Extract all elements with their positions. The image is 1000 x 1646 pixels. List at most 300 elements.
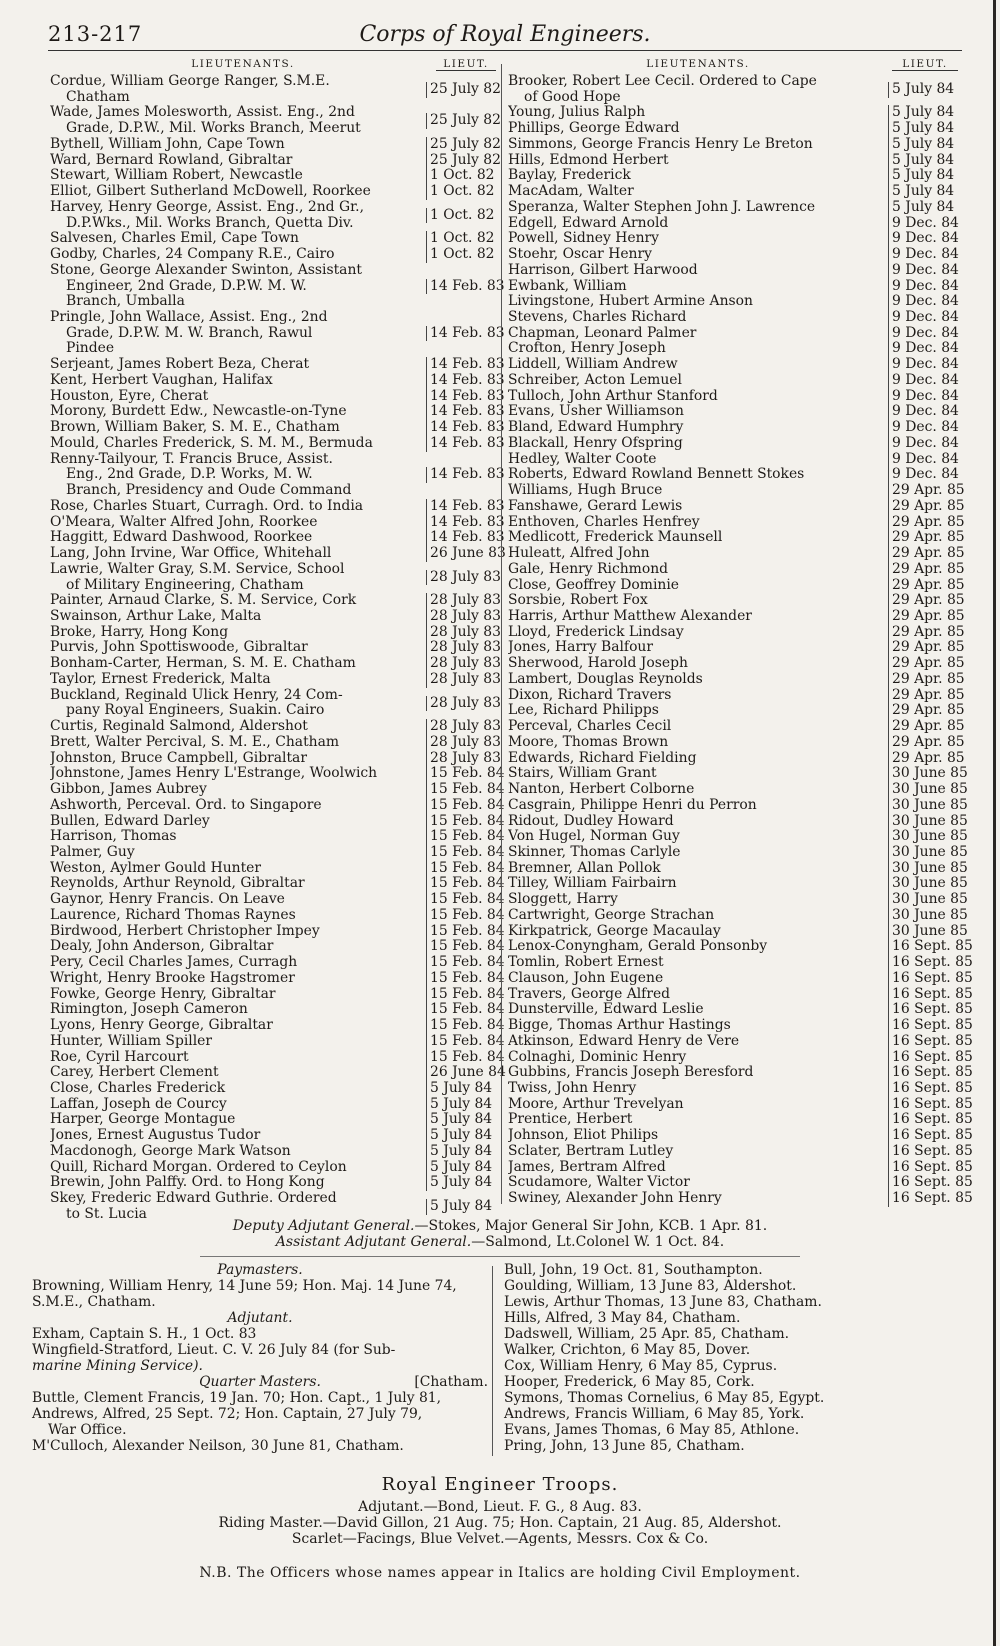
- officer-name: [508, 184, 888, 200]
- officer-entry: [50, 1175, 496, 1191]
- officer-name: [508, 1081, 888, 1097]
- officer-name-line: Lloyd, Frederick Lindsay: [508, 624, 684, 640]
- officer-entry: [50, 781, 505, 798]
- commission-date: 29 Apr. 85: [888, 578, 958, 594]
- commission-date: 30 June 85: [888, 845, 958, 861]
- officer-name: [50, 766, 426, 782]
- officer-name: [508, 766, 888, 782]
- commission-date: 15 Feb. 84: [426, 908, 496, 924]
- commission-date: 16 Sept. 85: [888, 1002, 958, 1018]
- commission-date: 15 Feb. 84: [426, 892, 496, 908]
- commission-date: 14 Feb. 83: [426, 373, 496, 389]
- officer-name-line: Sclater, Bertram Lutley: [508, 1143, 674, 1159]
- commission-date: 28 July 83: [426, 735, 496, 751]
- officer-entry: [508, 168, 958, 184]
- commission-date: 15 Feb. 84: [426, 876, 496, 892]
- officer-name-line: Quill, Richard Morgan. Ordered to Ceylon: [50, 1159, 347, 1175]
- section-rule: [200, 1256, 800, 1257]
- commission-date: 9 Dec. 84: [888, 341, 958, 357]
- commission-date: 1 Oct. 82: [426, 208, 496, 224]
- officer-entry: [50, 607, 501, 625]
- officer-entry: [50, 733, 501, 751]
- commission-date: 26 June 84: [426, 1065, 496, 1081]
- officer-entry: [508, 137, 958, 153]
- officer-name-line: Jones, Ernest Augustus Tudor: [50, 1128, 261, 1144]
- officer-entry: [50, 1001, 505, 1018]
- officer-entry: [50, 151, 501, 169]
- officer-entry: [50, 168, 496, 184]
- officer-name: [50, 845, 426, 861]
- officer-name-line: Crofton, Henry Joseph: [508, 341, 666, 357]
- officer-name: [508, 452, 888, 468]
- officer-name-line: Rose, Charles Stuart, Curragh. Ord. to India: [50, 498, 364, 514]
- paymaster-line: Browning, William Henry, 14 June 59; Hon. Maj. 14 June 74,: [32, 1278, 457, 1294]
- officer-entry: [50, 387, 505, 405]
- officer-entry: [508, 105, 958, 121]
- commission-date: 5 July 84: [426, 1112, 496, 1128]
- officer-name-line: Renny-Tailyour, T. Francis Bruce, Assist.: [50, 451, 333, 467]
- officer-name-line: Macdonogh, George Mark Watson: [50, 1143, 291, 1159]
- commission-date: 29 Apr. 85: [888, 593, 958, 609]
- officer-entry: [50, 561, 501, 593]
- quarter-master-line: Dadswell, William, 25 Apr. 85, Chatham.: [504, 1326, 790, 1342]
- quarter-master-line: Buttle, Clement Francis, 19 Jan. 70; Hon. Capt., 1 July 81,: [32, 1390, 442, 1406]
- officer-name-line: Rimington, Joseph Cameron: [50, 1002, 248, 1018]
- commission-date: 9 Dec. 84: [888, 420, 958, 436]
- officer-name: [508, 640, 888, 656]
- officer-name: [508, 341, 888, 357]
- officer-name: [508, 829, 888, 845]
- officer-name-line: Sherwood, Harold Joseph: [508, 656, 688, 672]
- officer-name: [50, 452, 426, 499]
- commission-date: 30 June 85: [888, 798, 958, 814]
- commission-date: 14 Feb. 83: [426, 515, 496, 531]
- commission-date: 15 Feb. 84: [426, 782, 496, 798]
- officer-name: [50, 1065, 426, 1081]
- officer-entry: [508, 576, 965, 594]
- officer-name-line: Johnson, Eliot Philips: [508, 1128, 659, 1144]
- officer-entry: [50, 592, 501, 609]
- officer-name-line: Morony, Burdett Edw., Newcastle-on-Tyne: [50, 404, 347, 420]
- officer-entry: [50, 623, 501, 641]
- officer-name: [508, 1128, 888, 1144]
- commission-date: 14 Feb. 83: [426, 389, 496, 405]
- commission-date: 25 July 82: [426, 113, 496, 129]
- troops-facings-line: Scarlet—Facings, Blue Velvet.—Agents, Messrs. Cox & Co.: [291, 1531, 709, 1547]
- paymasters-heading: Paymasters.: [217, 1262, 303, 1278]
- officer-name: [508, 703, 888, 719]
- commission-date: 30 June 85: [888, 892, 958, 908]
- officer-name-line: Gubbins, Francis Joseph Beresford: [508, 1065, 754, 1081]
- officer-entry: [508, 954, 973, 971]
- officer-name-line: Von Hugel, Norman Guy: [508, 829, 680, 845]
- commission-date: 29 Apr. 85: [888, 515, 958, 531]
- commission-date: 9 Dec. 84: [888, 404, 958, 420]
- commission-date: 16 Sept. 85: [888, 987, 958, 1003]
- commission-date: 5 July 84: [888, 153, 958, 169]
- officer-name: [508, 814, 888, 830]
- officer-name-line: Swainson, Arthur Lake, Malta: [50, 608, 262, 624]
- officer-name-line: Pringle, John Wallace, Assist. Eng., 2nd: [50, 310, 328, 326]
- officer-name-line: Dunsterville, Edward Leslie: [508, 1002, 704, 1018]
- officer-entry: [508, 1032, 973, 1050]
- officer-name-line: Young, Julius Ralph: [508, 105, 646, 121]
- officer-name-line: Skey, Frederic Edward Guthrie. Ordered: [50, 1191, 337, 1207]
- officer-name: [508, 515, 888, 531]
- lower-column-divider: [492, 1266, 493, 1456]
- officer-name-line: Salvesen, Charles Emil, Cape Town: [50, 231, 299, 247]
- officer-name: [508, 1034, 888, 1050]
- quarter-master-line: Bull, John, 19 Oct. 81, Southampton.: [504, 1262, 763, 1278]
- commission-date: 15 Feb. 84: [426, 1018, 496, 1034]
- officer-name: [508, 593, 888, 609]
- quarter-master-line: M'Culloch, Alexander Neilson, 30 June 81, Chatham.: [32, 1438, 404, 1454]
- officer-name: [50, 357, 426, 373]
- officer-entry: [508, 482, 965, 499]
- officer-name: [508, 861, 888, 877]
- officer-name-line: Gibbon, James Aubrey: [50, 782, 207, 798]
- commission-date: 30 June 85: [888, 876, 958, 892]
- commission-date: 9 Dec. 84: [888, 247, 958, 263]
- officer-name-line: Palmer, Guy: [50, 844, 135, 860]
- officer-name: [508, 404, 888, 420]
- officer-name-line: Ewbank, William: [508, 278, 627, 294]
- officer-name: [50, 436, 426, 452]
- officer-name: [50, 892, 426, 908]
- officer-name-line: Pindee: [66, 341, 115, 357]
- officer-entry: [508, 153, 958, 169]
- officer-entry: [50, 1081, 496, 1097]
- staff-appointments: [0, 1218, 1000, 1250]
- officer-name-line: Taylor, Ernest Frederick, Malta: [50, 671, 271, 687]
- officer-name-line: D.P.Wks., Mil. Works Branch, Quetta Div.: [66, 215, 354, 231]
- commission-date: 5 July 84: [426, 1097, 496, 1113]
- officer-entry: [508, 121, 958, 137]
- officer-name-line: Twiss, John Henry: [508, 1081, 637, 1096]
- officer-name: [508, 168, 888, 184]
- officer-entry: [50, 670, 501, 688]
- commission-date: 14 Feb. 83: [426, 404, 496, 420]
- officer-name-line: pany Royal Engineers, Suakin. Cairo: [66, 703, 325, 719]
- officer-name-line: Sloggett, Harry: [508, 892, 618, 908]
- officer-name: [50, 1128, 426, 1144]
- officer-name: [50, 719, 426, 735]
- officer-name-line: Harrison, Thomas: [50, 829, 177, 845]
- officer-name: [508, 121, 888, 137]
- assistant-adjutant-text: —Salmond, Lt.Colonel W. 1 Oct. 84.: [471, 1234, 725, 1250]
- commission-date: 28 July 83: [426, 625, 496, 641]
- officer-name-line: Stairs, William Grant: [508, 766, 657, 782]
- officer-name: [508, 688, 888, 704]
- officer-entry: [508, 326, 958, 342]
- commission-date: 29 Apr. 85: [888, 640, 958, 656]
- officer-entry: [50, 765, 505, 782]
- officer-entry: [508, 718, 965, 735]
- officer-name: [50, 1018, 426, 1034]
- officer-name-line: Ridout, Dudley Howard: [508, 813, 674, 829]
- commission-date: 29 Apr. 85: [888, 499, 958, 515]
- commission-date: 16 Sept. 85: [888, 1191, 958, 1207]
- officer-name-line: Stewart, William Robert, Newcastle: [50, 168, 303, 184]
- officer-name: [508, 310, 888, 326]
- officer-name-line: Bythell, William John, Cape Town: [50, 136, 285, 152]
- officer-entry: [50, 135, 501, 153]
- officer-name-line: of Military Engineering, Chatham: [66, 577, 304, 593]
- officer-entry: [50, 639, 501, 656]
- officer-name: [50, 184, 426, 200]
- officer-entry: [508, 1080, 973, 1097]
- right-rank-heading: LIEUTENANTS.: [646, 58, 750, 70]
- officer-name: [508, 357, 888, 373]
- officer-entry: [50, 356, 505, 373]
- officer-name-line: Branch, Umballa: [66, 294, 185, 310]
- commission-date: 5 July 84: [888, 168, 958, 184]
- officer-name: [508, 105, 888, 121]
- officer-entry: [508, 796, 968, 814]
- officer-name: [50, 861, 426, 877]
- commission-date: 29 Apr. 85: [888, 625, 958, 641]
- officer-entry: [50, 1097, 496, 1113]
- officer-name-line: Dixon, Richard Travers: [508, 687, 672, 703]
- officer-entry: [508, 216, 958, 232]
- officer-name: [508, 609, 888, 625]
- officer-name-line: Bland, Edward Humphry: [508, 420, 684, 436]
- commission-date: 15 Feb. 84: [426, 814, 496, 830]
- commission-date: 28 July 83: [426, 593, 496, 609]
- officer-entry: [508, 812, 968, 830]
- commission-date: 5 July 84: [426, 1160, 496, 1176]
- commission-date: 29 Apr. 85: [888, 562, 958, 578]
- officer-name-line: Sorsbie, Robert Fox: [508, 593, 648, 609]
- commission-date: 1 Oct. 82: [426, 168, 496, 184]
- commission-date: 9 Dec. 84: [888, 216, 958, 232]
- quarter-master-line: Hills, Alfred, 3 May 84, Chatham.: [504, 1310, 741, 1326]
- officer-name: [50, 924, 426, 940]
- officer-name: [50, 1081, 426, 1097]
- officer-name-line: Williams, Hugh Bruce: [508, 483, 663, 499]
- quarter-masters-continued: [504, 1262, 964, 1454]
- officer-name-line: Grade, D.P.W., Mil. Works Branch, Meerut: [66, 121, 361, 137]
- officer-name-line: Powell, Sidney Henry: [508, 231, 660, 247]
- officer-entry: [50, 403, 505, 420]
- troops-adjutant-line: Adjutant.—Bond, Lieut. F. G., 8 Aug. 83.: [358, 1499, 642, 1515]
- officer-entry: [508, 1111, 973, 1128]
- officer-entry: [50, 262, 505, 310]
- officer-name: [508, 924, 888, 940]
- officer-entry: [508, 1174, 973, 1191]
- commission-date: 14 Feb. 83: [426, 357, 496, 373]
- officer-name-line: Close, Charles Frederick: [50, 1081, 226, 1096]
- officer-name: [50, 153, 426, 169]
- officer-name: [508, 892, 888, 908]
- officer-entry: [50, 1128, 496, 1144]
- officer-name: [50, 310, 426, 357]
- officer-name: [508, 562, 888, 578]
- commission-date: 16 Sept. 85: [888, 1144, 958, 1160]
- adjutant-heading: Adjutant.: [227, 1310, 293, 1326]
- officer-name-line: Scudamore, Walter Victor: [508, 1175, 690, 1191]
- officer-entry: [508, 1142, 973, 1160]
- quarter-master-line: Hooper, Frederick, 6 May 85, Cork.: [504, 1374, 755, 1390]
- officer-entry: [508, 686, 965, 704]
- officer-entry: [508, 357, 958, 373]
- officer-name: [508, 908, 888, 924]
- officer-name: [50, 499, 426, 515]
- officer-entry: [508, 200, 958, 216]
- commission-date: 9 Dec. 84: [888, 452, 958, 468]
- officer-entry: [50, 687, 501, 719]
- officer-entry: [508, 263, 958, 279]
- officer-name-line: Ashworth, Perceval. Ord. to Singapore: [50, 797, 322, 813]
- quarter-master-line: Andrews, Alfred, 25 Sept. 72; Hon. Captain, 27 July 79,: [32, 1406, 423, 1422]
- officer-entry: [508, 765, 968, 782]
- officer-name: [508, 1018, 888, 1034]
- deputy-adjutant-line: [0, 1218, 1000, 1234]
- commission-date: 9 Dec. 84: [888, 357, 958, 373]
- officer-entry: [50, 749, 501, 767]
- officer-name: [50, 74, 426, 105]
- commission-date: 29 Apr. 85: [888, 751, 958, 767]
- officer-name-line: Brewin, John Palffy. Ord. to Hong Kong: [50, 1175, 325, 1191]
- officer-name: [50, 1175, 426, 1191]
- commission-date: 29 Apr. 85: [888, 656, 958, 672]
- officer-name: [508, 436, 888, 452]
- officer-entry: [50, 828, 505, 845]
- commission-date: 15 Feb. 84: [426, 955, 496, 971]
- officer-name: [50, 1097, 426, 1113]
- commission-date: 15 Feb. 84: [426, 987, 496, 1003]
- officer-entry: [508, 545, 965, 562]
- officer-name: [508, 467, 888, 483]
- officer-entry: [50, 434, 505, 452]
- officer-name: [508, 672, 888, 688]
- officer-name-line: Serjeant, James Robert Beza, Cherat: [50, 357, 310, 373]
- officer-name: [508, 876, 888, 892]
- officer-entry: [508, 607, 965, 625]
- officer-name-line: Moore, Arthur Trevelyan: [508, 1096, 684, 1112]
- officer-name: [50, 168, 426, 184]
- officer-name: [50, 530, 426, 546]
- officer-name: [508, 137, 888, 153]
- commission-date: 15 Feb. 84: [426, 1034, 496, 1050]
- officer-name: [50, 247, 426, 263]
- commission-date: 28 July 83: [426, 751, 496, 767]
- officer-name-line: Hills, Edmond Herbert: [508, 152, 669, 168]
- officer-entry: [50, 545, 506, 562]
- commission-date: 16 Sept. 85: [888, 971, 958, 987]
- officer-name: [50, 515, 426, 531]
- officer-entry: [50, 1144, 496, 1160]
- officer-name: [508, 955, 888, 971]
- commission-date: 29 Apr. 85: [888, 719, 958, 735]
- officer-entry: [50, 513, 505, 531]
- officer-name: [50, 609, 426, 625]
- commission-date: 16 Sept. 85: [888, 1050, 958, 1066]
- officer-entry: [508, 467, 958, 483]
- officer-entry: [508, 184, 958, 200]
- quarter-masters-heading-row: [32, 1374, 488, 1390]
- officer-name: [508, 719, 888, 735]
- officer-name-line: Lambert, Douglas Reynolds: [508, 671, 703, 687]
- officer-entry: [508, 670, 965, 688]
- commission-date: 9 Dec. 84: [888, 436, 958, 452]
- officer-name: [508, 279, 888, 295]
- officer-entry: [50, 985, 505, 1003]
- officer-name-line: Tomlin, Robert Ernest: [508, 955, 664, 971]
- officer-name: [50, 987, 426, 1003]
- officer-name-line: Perceval, Charles Cecil: [508, 719, 672, 735]
- officer-name: [50, 1002, 426, 1018]
- officer-name-line: Baylay, Frederick: [508, 168, 631, 184]
- commission-date: 29 Apr. 85: [888, 483, 958, 499]
- commission-date: 9 Dec. 84: [888, 310, 958, 326]
- officer-name: [50, 546, 426, 562]
- officer-name-line: Kirkpatrick, George Macaulay: [508, 923, 721, 939]
- commission-date: 5 July 84: [888, 105, 958, 121]
- officer-entry: [508, 702, 965, 719]
- officer-name: [508, 987, 888, 1003]
- officer-name-line: Cordue, William George Ranger, S.M.E.: [50, 74, 330, 89]
- left-column: [50, 58, 506, 1223]
- commission-date: 9 Dec. 84: [888, 373, 958, 389]
- officer-name-line: Nanton, Herbert Colborne: [508, 782, 695, 798]
- officer-name-line: Engineer, 2nd Grade, D.P.W. M. W.: [66, 278, 307, 294]
- officer-entry: [50, 1032, 505, 1050]
- officer-entry: [50, 451, 505, 499]
- commission-date: 15 Feb. 84: [426, 1002, 496, 1018]
- officer-name-line: Harris, Arthur Matthew Alexander: [508, 608, 752, 624]
- officer-name-line: Johnston, Bruce Campbell, Gibraltar: [50, 750, 307, 766]
- officer-name-line: Edgell, Edward Arnold: [508, 215, 669, 231]
- officer-name: [508, 294, 888, 310]
- commission-date: 28 July 83: [426, 672, 496, 688]
- left-column-header: [50, 58, 496, 74]
- officer-name-line: Pery, Cecil Charles James, Curragh: [50, 955, 298, 971]
- adjutant-line: marine Mining Service).: [32, 1358, 203, 1374]
- right-column-header: [508, 58, 958, 74]
- commission-date: 14 Feb. 83: [426, 420, 496, 436]
- quarter-masters-heading: Quarter Masters.: [199, 1374, 321, 1390]
- officer-name-line: Ward, Bernard Rowland, Gibraltar: [50, 152, 293, 168]
- officer-entry: [50, 419, 505, 436]
- officer-entry: [50, 1048, 505, 1066]
- officer-name: [50, 137, 426, 153]
- officer-name-line: Lyons, Henry George, Gibraltar: [50, 1018, 273, 1034]
- officer-name-line: Fanshawe, Gerard Lewis: [508, 498, 683, 514]
- officer-name-line: Birdwood, Herbert Christopher Impey: [50, 923, 320, 939]
- commission-date: 30 June 85: [888, 766, 958, 782]
- commission-date: 15 Feb. 84: [426, 766, 496, 782]
- officer-name-line: Eng., 2nd Grade, D.P. Works, M. W.: [66, 467, 313, 483]
- officer-name: [50, 971, 426, 987]
- officer-name: [50, 1050, 426, 1066]
- officer-name-line: Lenox-Conyngham, Gerald Ponsonby: [508, 939, 768, 955]
- officer-entry: [508, 310, 958, 326]
- officer-name-line: Elliot, Gilbert Sutherland McDowell, Roorkee: [50, 184, 371, 200]
- officer-name-line: Lee, Richard Philipps: [508, 703, 659, 719]
- officer-name-line: Grade, D.P.W. M. W. Branch, Rawul: [66, 325, 313, 341]
- officer-name: [50, 939, 426, 955]
- commission-date: 29 Apr. 85: [888, 688, 958, 704]
- adjutant-line: Exham, Captain S. H., 1 Oct. 83: [32, 1326, 257, 1342]
- officer-name: [50, 751, 426, 767]
- officer-entry: [50, 875, 505, 892]
- officer-name-line: O'Meara, Walter Alfred John, Roorkee: [50, 514, 318, 530]
- officer-name: [50, 593, 426, 609]
- officer-entry: [508, 513, 965, 531]
- officer-name-line: Harper, George Montague: [50, 1112, 236, 1128]
- commission-date: 30 June 85: [888, 924, 958, 940]
